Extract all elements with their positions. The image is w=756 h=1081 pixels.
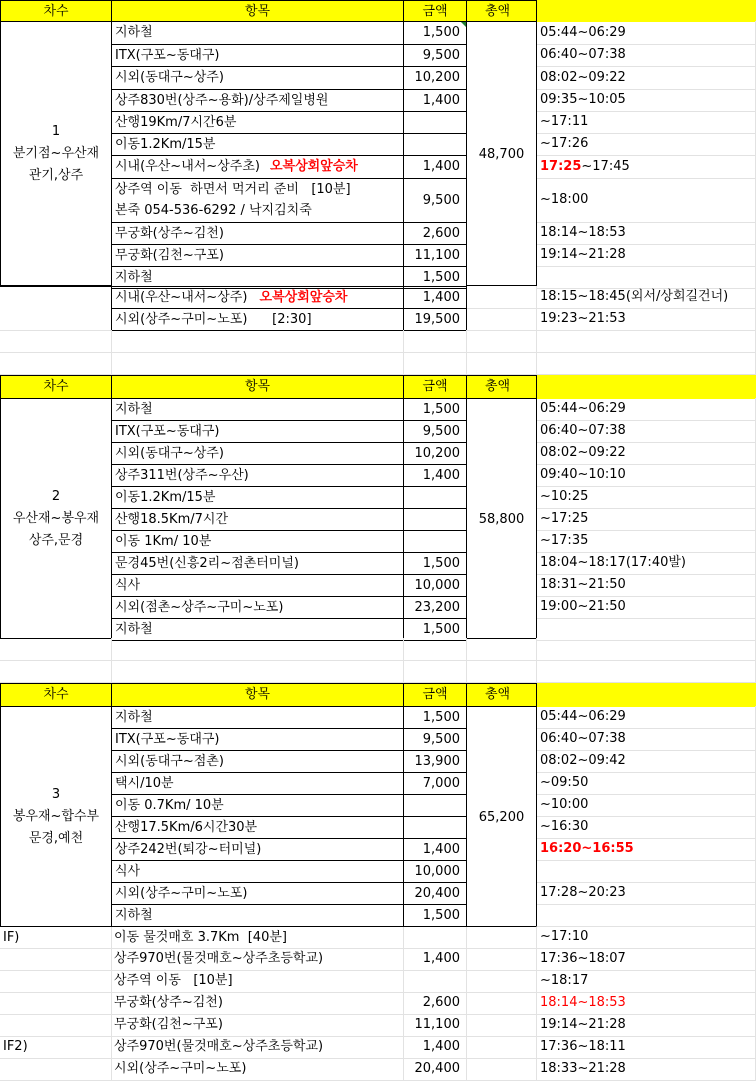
s1-extra-blank-a[interactable] (0, 286, 112, 309)
s2-item-5-text: 산행18.5Km/7시간 (115, 512, 229, 527)
s3-extra-amount-3[interactable] (403, 992, 467, 1015)
s3-extra-time-5-text: 17:36~18:11 (540, 1039, 626, 1054)
gap2-c-0[interactable] (403, 638, 467, 661)
gap1-d-0[interactable] (466, 330, 537, 353)
s2-time-4-text: ~10:25 (540, 489, 589, 504)
s3-extra-amount-0[interactable] (403, 926, 467, 949)
s1-amount-9-text: 11,100 (414, 248, 460, 263)
s3-extra-item-3[interactable] (111, 992, 404, 1015)
section-1-label[interactable] (0, 21, 112, 286)
s3-extra-amount-4-text: 11,100 (414, 1017, 460, 1032)
s1-amount-1-text: 9,500 (422, 48, 460, 63)
s1-time-0[interactable] (537, 21, 756, 45)
s1-time-8-text: 18:14~18:53 (540, 225, 626, 240)
s3-extra-item-5[interactable] (111, 1036, 404, 1059)
header-amount[interactable]: 금액 (403, 0, 467, 22)
s1-item-0[interactable] (111, 21, 404, 45)
s3-extra-item-4-text: 무궁화(김천~구포) (114, 1017, 223, 1032)
section-3-region: 문경,예천 (28, 830, 84, 846)
s2-item-0-text: 지하철 (115, 402, 153, 417)
s3-extra-item-1-text: 상주970번(물것매호~상주초등학교) (114, 951, 324, 966)
s2-item-6-text: 이동 1Km/ 10분 (115, 534, 212, 549)
s1-item-5[interactable] (111, 133, 404, 156)
s3-extra-time-4-text: 19:14~21:28 (540, 1017, 626, 1032)
s3-time-8-text: 17:28~20:23 (540, 885, 626, 900)
s1-amount-2-text: 10,200 (414, 70, 460, 85)
s1-item-1[interactable] (111, 44, 404, 67)
s3-extra-total-0[interactable] (466, 926, 537, 949)
s2-time-7[interactable] (537, 552, 756, 575)
s1-time-4[interactable] (537, 111, 756, 134)
s2-item-2[interactable] (111, 442, 404, 465)
s3-extra-item-6-text: 시외(상주~구미~노포) (114, 1061, 247, 1076)
s2-amount-0-text: 1,500 (422, 402, 460, 417)
s1-item-0-text: 지하철 (115, 25, 153, 40)
s2-item-2-text: 시외(동대구~상주) (115, 446, 224, 461)
s2-amount-7[interactable] (403, 552, 467, 575)
s2-item-7[interactable] (111, 552, 404, 575)
s1-item-8-text: 무궁화(상주~김천) (115, 226, 224, 241)
s3-extra-tag-5-text: IF2) (3, 1039, 28, 1054)
s1-time-4-text: ~17:11 (540, 114, 589, 129)
s3-amount-7[interactable] (403, 860, 467, 883)
s1-time-3-text: 09:35~10:05 (540, 92, 626, 107)
s3-time-0[interactable] (537, 706, 756, 729)
s3-time-8[interactable] (537, 882, 756, 905)
s2-item-10-text: 지하철 (115, 622, 153, 637)
s1-extra-time-1[interactable]: 19:23~21:53 (537, 308, 756, 331)
s3-amount-2[interactable] (403, 750, 467, 773)
gap2-c-1[interactable] (403, 660, 467, 683)
s3-extra-amount-6-text: 20,400 (414, 1061, 460, 1076)
s3-extra-tag-5[interactable] (0, 1036, 112, 1059)
s1-item-1-text: ITX(구포~동대구) (115, 48, 220, 63)
s3-extra-tag-4[interactable] (0, 1014, 112, 1037)
s1-time-7-text: ~18:00 (540, 192, 589, 207)
s1-item-9[interactable] (111, 244, 404, 267)
s1-time-9[interactable] (537, 244, 756, 267)
s3-time-0-text: 05:44~06:29 (540, 709, 626, 724)
s3-amount-7-text: 10,000 (414, 864, 460, 879)
s2-amount-10-text: 1,500 (422, 622, 460, 637)
s2-time-1-text: 06:40~07:38 (540, 423, 626, 438)
s1-amount-5[interactable] (403, 133, 467, 156)
header-round-2[interactable]: 차수 (0, 375, 112, 399)
s3-extra-time-4[interactable] (537, 1014, 756, 1037)
s3-extra-time-2-text: ~18:17 (540, 973, 589, 988)
s3-amount-9[interactable] (403, 904, 467, 927)
gap2-d-1[interactable] (466, 660, 537, 683)
s2-time-3[interactable] (537, 464, 756, 487)
header-item-3[interactable]: 항목 (111, 683, 404, 707)
s3-extra-item-0[interactable] (111, 926, 404, 949)
s3-time-3-text: ~09:50 (540, 775, 589, 790)
section-3-number: 3 (51, 786, 61, 802)
header-time-empty[interactable] (537, 0, 756, 22)
s2-time-8-text: 18:31~21:50 (540, 577, 626, 592)
s3-item-6-text: 상주242번(퇴강~터미널) (115, 842, 262, 857)
s3-time-4-text: ~10:00 (540, 797, 589, 812)
s2-time-9-text: 19:00~21:50 (540, 599, 626, 614)
s2-amount-8-text: 10,000 (414, 578, 460, 593)
s2-amount-1-text: 9,500 (422, 424, 460, 439)
section-3-label[interactable] (0, 706, 112, 927)
s3-item-6[interactable] (111, 838, 404, 861)
s3-extra-item-6[interactable] (111, 1058, 404, 1081)
s1-time-2[interactable] (537, 66, 756, 90)
s3-amount-3[interactable] (403, 772, 467, 795)
s3-item-7[interactable] (111, 860, 404, 883)
s3-extra-amount-5-text: 1,400 (422, 1039, 460, 1054)
s1-amount-2[interactable] (403, 66, 467, 90)
s3-extra-item-5-text: 상주970번(물것매호~상주초등학교) (114, 1039, 324, 1054)
s3-extra-time-2[interactable] (537, 970, 756, 993)
s1-time-6[interactable] (537, 155, 756, 179)
section-2-total[interactable]: 58,800 (466, 398, 537, 639)
s3-item-7-text: 식사 (115, 864, 141, 879)
s3-time-7[interactable] (537, 860, 756, 883)
s3-item-3-text: 택시/10분 (115, 776, 174, 791)
s2-time-4[interactable] (537, 486, 756, 509)
s1-extra-amount-0[interactable]: 1,400 (403, 286, 467, 309)
s2-item-4[interactable] (111, 486, 404, 509)
s3-extra-time-1-text: 17:36~18:07 (540, 951, 626, 966)
s2-time-3-text: 09:40~10:10 (540, 467, 626, 482)
s3-time-4[interactable] (537, 794, 756, 817)
s3-amount-1[interactable] (403, 728, 467, 751)
s3-item-8-text: 시외(상주~구미~노포) (115, 886, 248, 901)
s2-amount-7-text: 1,500 (422, 556, 460, 571)
s3-time-9[interactable] (537, 904, 756, 927)
s1-amount-8[interactable] (403, 222, 467, 245)
s2-item-8-text: 식사 (115, 578, 141, 593)
s3-time-3[interactable] (537, 772, 756, 795)
s1-item-4-text: 산행19Km/7시간6분 (115, 115, 237, 130)
s1-amount-6[interactable] (403, 155, 467, 179)
s3-time-2[interactable] (537, 750, 756, 773)
s3-extra-total-4[interactable] (466, 1014, 537, 1037)
s2-item-3[interactable] (111, 464, 404, 487)
s3-amount-0-text: 1,500 (422, 710, 460, 725)
s2-time-5[interactable] (537, 508, 756, 531)
gap1-a-0[interactable] (0, 330, 112, 353)
s3-extra-item-2-text: 상주역 이동 [10분] (114, 973, 233, 988)
s2-time-5-text: ~17:25 (540, 511, 589, 526)
s1-item-3[interactable] (111, 89, 404, 112)
s1-amount-3[interactable] (403, 89, 467, 112)
s1-amount-4[interactable] (403, 111, 467, 134)
s3-extra-tag-2[interactable] (0, 970, 112, 993)
s3-amount-1-text: 9,500 (422, 732, 460, 747)
s3-item-1[interactable] (111, 728, 404, 751)
s3-amount-9-text: 1,500 (422, 908, 460, 923)
s3-extra-total-6[interactable] (466, 1058, 537, 1081)
s2-amount-3[interactable] (403, 464, 467, 487)
s1-extra-total-0[interactable] (466, 286, 537, 309)
s2-amount-8[interactable] (403, 574, 467, 597)
header-time-empty-2[interactable] (537, 375, 756, 399)
s3-extra-total-2[interactable] (466, 970, 537, 993)
header-total[interactable]: 총액 (466, 0, 537, 22)
section-3-total[interactable]: 65,200 (466, 706, 537, 927)
s2-item-4-text: 이동1.2Km/15분 (115, 490, 216, 505)
s2-item-0[interactable] (111, 398, 404, 421)
s1-extra-item-0-text: 시내(우산~내서~상주) (115, 290, 248, 305)
s1-amount-6-text: 1,400 (422, 159, 460, 174)
header-amount-3[interactable]: 금액 (403, 683, 467, 707)
s2-time-6[interactable] (537, 530, 756, 553)
s1-extra-item-0[interactable] (111, 286, 404, 309)
s1-item-7-line1: 상주역 이동 하면서 먹거리 준비 [10분] (115, 182, 351, 197)
s3-amount-3-text: 7,000 (422, 776, 460, 791)
s3-amount-2-text: 13,900 (414, 754, 460, 769)
s1-item-6-text: 시내(우산~내서~상주초) (115, 159, 260, 174)
s3-extra-amount-5[interactable] (403, 1036, 467, 1059)
s3-extra-tag-0-text: IF) (3, 930, 20, 945)
section-2-route: 우산재~봉우재 (12, 510, 100, 526)
s1-extra-time-0[interactable]: 18:15~18:45(외서/상회길건너) (537, 286, 756, 309)
s3-extra-amount-1-text: 1,400 (422, 951, 460, 966)
s2-amount-1[interactable] (403, 420, 467, 443)
s1-time-0-text: 05:44~06:29 (540, 25, 626, 40)
s3-amount-8-text: 20,400 (414, 886, 460, 901)
s1-time-7[interactable] (537, 178, 756, 223)
s1-time-5[interactable] (537, 133, 756, 156)
s3-extra-total-5[interactable] (466, 1036, 537, 1059)
s3-amount-8[interactable] (403, 882, 467, 905)
s3-time-2-text: 08:02~09:42 (540, 753, 626, 768)
s3-extra-time-0[interactable] (537, 926, 756, 949)
s3-extra-amount-6[interactable] (403, 1058, 467, 1081)
s1-item-10-text: 지하철 (115, 270, 153, 285)
s3-extra-tag-6[interactable] (0, 1058, 112, 1081)
section-1-total[interactable]: 48,700 (466, 21, 537, 286)
s1-extra-total-1[interactable] (466, 308, 537, 331)
s3-extra-total-3[interactable] (466, 992, 537, 1015)
s2-amount-9[interactable] (403, 596, 467, 619)
s3-extra-time-6[interactable] (537, 1058, 756, 1081)
s1-time-3[interactable] (537, 89, 756, 112)
s3-extra-item-0-text: 이동 물것매호 3.7Km [40분] (114, 930, 287, 945)
s3-extra-item-4[interactable] (111, 1014, 404, 1037)
s2-amount-5[interactable] (403, 508, 467, 531)
header-round[interactable]: 차수 (0, 0, 112, 22)
s3-extra-amount-2[interactable] (403, 970, 467, 993)
gap2-a-0[interactable] (0, 638, 112, 661)
s2-item-8[interactable] (111, 574, 404, 597)
s3-item-8[interactable] (111, 882, 404, 905)
gap1-b-1[interactable] (111, 352, 404, 375)
s3-time-1-text: 06:40~07:38 (540, 731, 626, 746)
s3-amount-5[interactable] (403, 816, 467, 839)
s2-time-6-text: ~17:35 (540, 533, 589, 548)
section-2-number: 2 (51, 488, 61, 504)
s3-item-0-text: 지하철 (115, 710, 153, 725)
s2-amount-9-text: 23,200 (414, 600, 460, 615)
s2-time-0-text: 05:44~06:29 (540, 401, 626, 416)
s3-item-5-text: 산행17.5Km/6시간30분 (115, 820, 258, 835)
gap2-b-0[interactable] (111, 638, 404, 661)
s3-item-0[interactable] (111, 706, 404, 729)
header-round-3[interactable]: 차수 (0, 683, 112, 707)
s3-extra-item-2[interactable] (111, 970, 404, 993)
s2-amount-6[interactable] (403, 530, 467, 553)
s1-time-9-text: 19:14~21:28 (540, 247, 626, 262)
s3-item-4-text: 이동 0.7Km/ 10분 (115, 798, 224, 813)
s3-amount-4[interactable] (403, 794, 467, 817)
s2-time-7-text: 18:04~18:17(17:40발) (540, 555, 686, 570)
s2-amount-0[interactable] (403, 398, 467, 421)
s1-item-6-note: 오복상회앞승차 (269, 159, 358, 174)
s3-item-2[interactable] (111, 750, 404, 773)
s2-amount-2[interactable] (403, 442, 467, 465)
s3-extra-amount-3-text: 2,600 (422, 995, 460, 1010)
s1-time-1-text: 06:40~07:38 (540, 47, 626, 62)
s1-item-8[interactable] (111, 222, 404, 245)
s1-item-5-text: 이동1.2Km/15분 (115, 137, 216, 152)
s3-extra-tag-0[interactable] (0, 926, 112, 949)
section-1-number: 1 (51, 123, 61, 139)
s3-extra-total-1[interactable] (466, 948, 537, 971)
s1-amount-8-text: 2,600 (422, 226, 460, 241)
section-1-region: 관기,상주 (28, 167, 84, 183)
gap2-b-1[interactable] (111, 660, 404, 683)
s3-item-9[interactable] (111, 904, 404, 927)
s1-item-2-text: 시외(동대구~상주) (115, 70, 224, 85)
s2-amount-3-text: 1,400 (422, 468, 460, 483)
s3-extra-tag-1[interactable] (0, 948, 112, 971)
gap2-a-1[interactable] (0, 660, 112, 683)
s3-item-4[interactable] (111, 794, 404, 817)
header-total-3[interactable]: 총액 (466, 683, 537, 707)
s2-item-9[interactable] (111, 596, 404, 619)
s3-amount-6[interactable] (403, 838, 467, 861)
s1-item-3-text: 상주830번(상주~용화)/상주제일병원 (115, 93, 329, 108)
gap1-e-0[interactable] (537, 330, 756, 353)
s3-extra-item-3-text: 무궁화(상주~김천) (114, 995, 223, 1010)
s3-time-6-text: 16:20~16:55 (540, 841, 634, 856)
s3-extra-amount-1[interactable] (403, 948, 467, 971)
gap2-d-0[interactable] (466, 638, 537, 661)
s1-amount-7-text: 9,500 (422, 193, 460, 208)
s1-amount-9[interactable] (403, 244, 467, 267)
s3-extra-time-3-text: 18:14~18:53 (540, 995, 626, 1010)
s2-time-1[interactable] (537, 420, 756, 443)
gap1-a-1[interactable] (0, 352, 112, 375)
s3-extra-amount-4[interactable] (403, 1014, 467, 1037)
s3-item-2-text: 시외(동대구~점촌) (115, 754, 224, 769)
s1-extra-amount-1[interactable]: 19,500 (403, 308, 467, 331)
s2-item-1[interactable] (111, 420, 404, 443)
section-2-label[interactable] (0, 398, 112, 639)
s1-item-7[interactable] (111, 178, 404, 223)
s3-extra-time-5[interactable] (537, 1036, 756, 1059)
s3-extra-time-1[interactable] (537, 948, 756, 971)
header-time-empty-3[interactable] (537, 683, 756, 707)
s1-item-4[interactable] (111, 111, 404, 134)
header-total-2[interactable]: 총액 (466, 375, 537, 399)
gap1-e-1[interactable] (537, 352, 756, 375)
s2-time-9[interactable] (537, 596, 756, 619)
s3-extra-item-1[interactable] (111, 948, 404, 971)
s1-time-2-text: 08:02~09:22 (540, 70, 626, 85)
s2-item-5[interactable] (111, 508, 404, 531)
s2-time-2-text: 08:02~09:22 (540, 445, 626, 460)
gap1-b-0[interactable] (111, 330, 404, 353)
section-1-route: 분기점~우산재 (12, 145, 100, 161)
s1-amount-7[interactable] (403, 178, 467, 223)
gap2-e-1[interactable] (537, 660, 756, 683)
s1-amount-10-text: 1,500 (422, 270, 460, 285)
s3-extra-time-3[interactable] (537, 992, 756, 1015)
s3-time-6[interactable] (537, 838, 756, 861)
s1-item-6[interactable] (111, 155, 404, 179)
s2-amount-2-text: 10,200 (414, 446, 460, 461)
header-item[interactable]: 항목 (111, 0, 404, 22)
s1-time-5-text: ~17:26 (540, 136, 589, 151)
s3-time-5[interactable] (537, 816, 756, 839)
s1-item-2[interactable] (111, 66, 404, 90)
section-2-region: 상주,문경 (28, 532, 84, 548)
s1-amount-1[interactable] (403, 44, 467, 67)
s2-time-8[interactable] (537, 574, 756, 597)
s3-item-9-text: 지하철 (115, 908, 153, 923)
s1-time-6-red: 17:25 (540, 159, 582, 174)
s3-extra-time-6-text: 18:33~21:28 (540, 1061, 626, 1076)
gap2-e-0[interactable] (537, 638, 756, 661)
s3-item-3[interactable] (111, 772, 404, 795)
gap1-c-1[interactable] (403, 352, 467, 375)
s1-amount-3-text: 1,400 (422, 93, 460, 108)
header-item-2[interactable]: 항목 (111, 375, 404, 399)
s1-time-8[interactable] (537, 222, 756, 245)
s3-item-5[interactable] (111, 816, 404, 839)
s1-extra-item-1[interactable]: 시외(상주~구미~노포) [2:30] (111, 308, 404, 331)
header-amount-2[interactable]: 금액 (403, 375, 467, 399)
s2-time-2[interactable] (537, 442, 756, 465)
s2-time-0[interactable] (537, 398, 756, 421)
gap1-d-1[interactable] (466, 352, 537, 375)
section-3-route: 봉우재~합수부 (12, 808, 100, 824)
s2-item-3-text: 상주311번(상주~우산) (115, 468, 249, 483)
s2-item-1-text: ITX(구포~동대구) (115, 424, 220, 439)
s1-time-1[interactable] (537, 44, 756, 67)
s2-item-9-text: 시외(점촌~상주~구미~노포) (115, 600, 284, 615)
s3-extra-time-0-text: ~17:10 (540, 929, 589, 944)
s1-amount-0[interactable] (403, 21, 467, 45)
s2-item-6[interactable] (111, 530, 404, 553)
s3-amount-6-text: 1,400 (422, 842, 460, 857)
s3-amount-0[interactable] (403, 706, 467, 729)
s3-item-1-text: ITX(구포~동대구) (115, 732, 220, 747)
s1-extra-item-0-note: 오복상회앞승차 (259, 290, 348, 305)
s3-time-5-text: ~16:30 (540, 819, 589, 834)
s1-time-6-rest: ~17:45 (581, 159, 630, 174)
s1-extra-blank-b[interactable] (0, 308, 112, 331)
s2-amount-4[interactable] (403, 486, 467, 509)
s2-item-7-text: 문경45번(신흥2리~점촌터미널) (115, 556, 299, 571)
s1-item-9-text: 무궁화(김천~구포) (115, 248, 224, 263)
s3-extra-tag-3[interactable] (0, 992, 112, 1015)
gap1-c-0[interactable] (403, 330, 467, 353)
s3-time-1[interactable] (537, 728, 756, 751)
s1-item-7-line2: 본죽 054-536-6292 / 낙지김치죽 (115, 203, 312, 218)
s1-amount-0-text: 1,500 (422, 25, 460, 40)
